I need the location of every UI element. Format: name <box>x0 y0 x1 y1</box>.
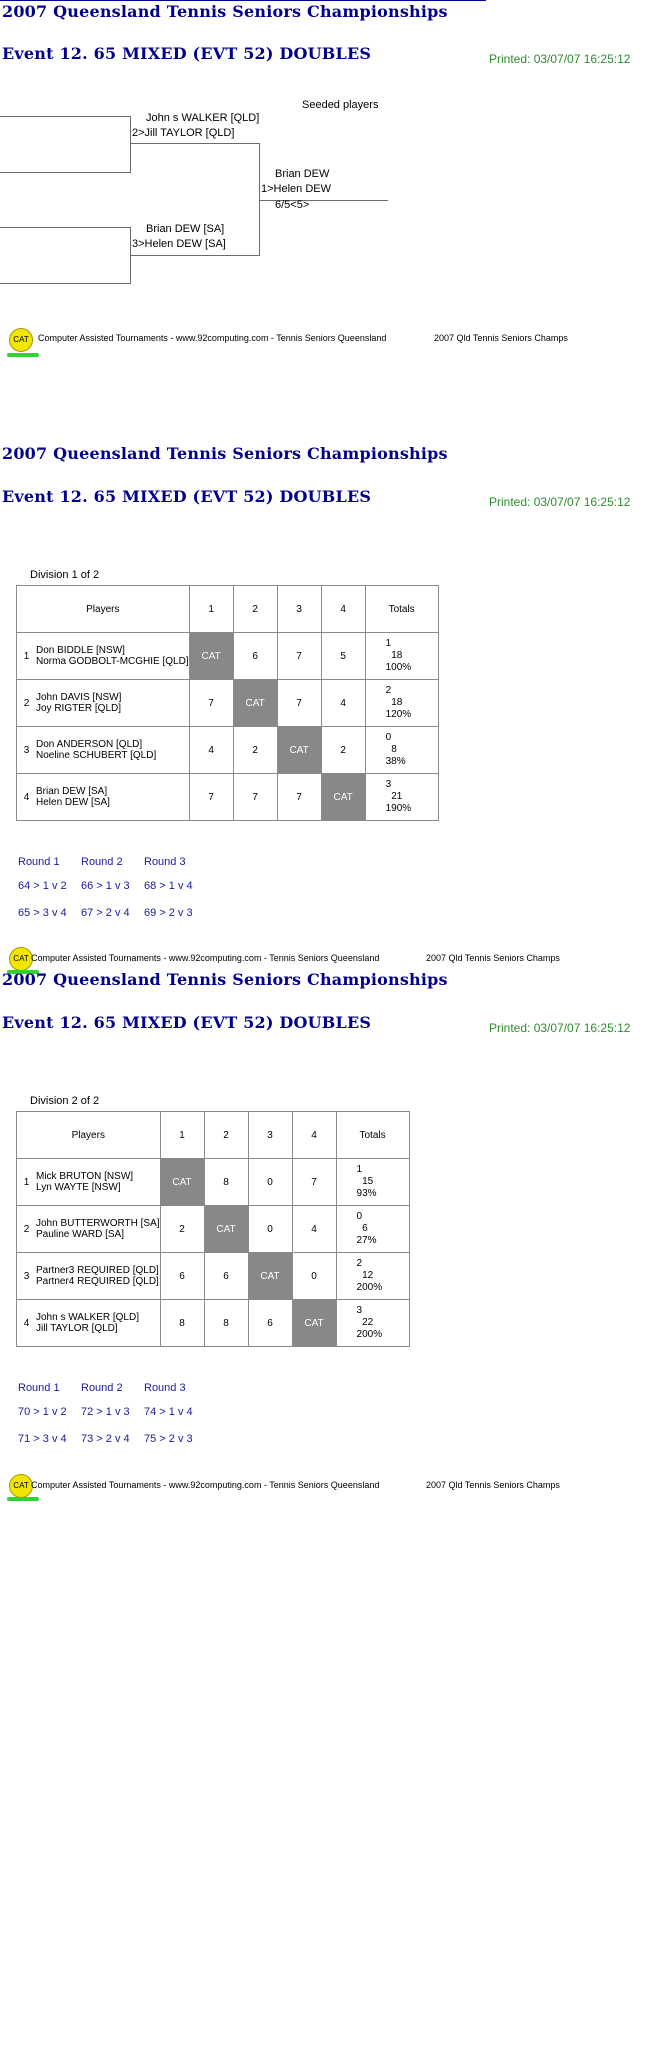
event-title: Event 12. 65 MIXED (EVT 52) DOUBLES <box>2 487 372 506</box>
bracket-line <box>130 255 260 256</box>
bottom-entry-line2: 3>Helen DEW [SA] <box>132 238 226 250</box>
cat-cell: CAT <box>160 1159 204 1206</box>
totals-cell <box>336 1300 409 1347</box>
player-cell <box>17 680 190 727</box>
top-rule <box>0 0 486 1</box>
percentage-total: 190% <box>385 803 412 814</box>
match-link[interactable]: 69 > 2 v 3 <box>144 907 193 919</box>
wins-total: 1 <box>385 638 392 649</box>
wins-total: 3 <box>385 779 392 790</box>
totals-cell <box>365 727 438 774</box>
wins-total: 2 <box>356 1258 363 1269</box>
player-name: Helen DEW [SA] <box>36 797 110 808</box>
player-cell <box>17 1300 161 1347</box>
row-number: 3 <box>23 1270 30 1282</box>
score-cell: 0 <box>292 1253 336 1300</box>
player-cell <box>17 727 190 774</box>
header-col-3: 3 <box>248 1112 292 1159</box>
player-name: Jill TAYLOR [QLD] <box>36 1323 118 1334</box>
player-name: Brian DEW [SA] <box>36 786 108 797</box>
games-total: 22 <box>362 1317 374 1328</box>
event-title: Event 12. 65 MIXED (EVT 52) DOUBLES <box>2 1013 372 1032</box>
header-col-1: 1 <box>189 586 233 633</box>
bracket-line <box>130 143 260 144</box>
percentage-total: 93% <box>356 1188 377 1199</box>
row-number: 1 <box>23 1176 30 1188</box>
cat-cell: CAT <box>233 680 277 727</box>
seeded-players-label: Seeded players <box>302 99 379 111</box>
row-number: 3 <box>23 744 30 756</box>
table-row <box>17 1206 410 1253</box>
games-total: 12 <box>362 1270 374 1281</box>
winner-score: 6/5<5> <box>275 199 310 211</box>
row-number: 4 <box>23 1317 30 1329</box>
header-col-1: 1 <box>160 1112 204 1159</box>
score-cell: 2 <box>321 727 365 774</box>
bracket-line <box>0 116 130 117</box>
player-name: Norma GODBOLT-MCGHIE [QLD] <box>36 656 189 667</box>
match-link[interactable]: 72 > 1 v 3 <box>81 1406 130 1418</box>
score-cell: 7 <box>277 774 321 821</box>
winner-line1: Brian DEW <box>275 168 330 180</box>
header-col-3: 3 <box>277 586 321 633</box>
division-1-table <box>16 585 439 821</box>
page-title: 2007 Queensland Tennis Seniors Championships <box>2 970 448 989</box>
bracket-line <box>0 172 130 173</box>
cat-underline <box>7 1497 39 1501</box>
bracket-line <box>130 116 131 173</box>
round-label: Round 2 <box>81 856 123 868</box>
wins-total: 1 <box>356 1164 363 1175</box>
table-row <box>17 1253 410 1300</box>
header-totals: Totals <box>365 586 438 633</box>
player-cell <box>17 1206 161 1253</box>
games-total: 21 <box>391 791 403 802</box>
player-name: Mick BRUTON [NSW] <box>36 1171 134 1182</box>
score-cell: 4 <box>321 680 365 727</box>
games-total: 6 <box>362 1223 368 1234</box>
player-cell <box>17 1159 161 1206</box>
player-name: Lyn WAYTE [NSW] <box>36 1182 121 1193</box>
player-name: John BUTTERWORTH [SA] <box>36 1218 160 1229</box>
header-col-2: 2 <box>233 586 277 633</box>
bracket-line <box>0 283 130 284</box>
player-name: Don BIDDLE [NSW] <box>36 645 125 656</box>
percentage-total: 200% <box>356 1282 383 1293</box>
games-total: 8 <box>391 744 397 755</box>
cat-logo-icon: CAT <box>9 1474 33 1498</box>
percentage-total: 38% <box>385 756 406 767</box>
match-link[interactable]: 70 > 1 v 2 <box>18 1406 67 1418</box>
score-cell: 7 <box>277 633 321 680</box>
score-cell: 4 <box>189 727 233 774</box>
round-label: Round 3 <box>144 1382 186 1394</box>
table-row <box>17 1300 410 1347</box>
table-row <box>17 633 439 680</box>
bracket-line <box>0 227 130 228</box>
table-row <box>17 774 439 821</box>
score-cell: 8 <box>204 1300 248 1347</box>
header-players: Players <box>17 586 190 633</box>
bottom-entry-line1: Brian DEW [SA] <box>146 223 225 235</box>
player-name: Joy RIGTER [QLD] <box>36 703 122 714</box>
score-cell: 6 <box>160 1253 204 1300</box>
header-players: Players <box>17 1112 161 1159</box>
match-link[interactable]: 67 > 2 v 4 <box>81 907 130 919</box>
match-link[interactable]: 74 > 1 v 4 <box>144 1406 193 1418</box>
totals-cell <box>365 774 438 821</box>
division-2-table <box>16 1111 410 1347</box>
score-cell: 7 <box>189 680 233 727</box>
player-cell <box>17 633 190 680</box>
page-title: 2007 Queensland Tennis Seniors Championships <box>2 2 448 21</box>
player-cell <box>17 774 190 821</box>
cat-cell: CAT <box>204 1206 248 1253</box>
percentage-total: 120% <box>385 709 412 720</box>
score-cell: 0 <box>248 1159 292 1206</box>
percentage-total: 100% <box>385 662 412 673</box>
printed-timestamp: Printed: 03/07/07 16:25:12 <box>489 1021 631 1035</box>
match-link[interactable]: 71 > 3 v 4 <box>18 1433 67 1445</box>
footer-text: Computer Assisted Tournaments - www.92computing.com - Tennis Seniors Queensland <box>31 953 380 963</box>
score-cell: 8 <box>160 1300 204 1347</box>
footer-champs: 2007 Qld Tennis Seniors Champs <box>426 1480 560 1490</box>
footer-text: Computer Assisted Tournaments - www.92computing.com - Tennis Seniors Queensland <box>31 1480 380 1490</box>
match-link[interactable]: 66 > 1 v 3 <box>81 880 130 892</box>
percentage-total: 200% <box>356 1329 383 1340</box>
percentage-total: 27% <box>356 1235 377 1246</box>
wins-total: 3 <box>356 1305 363 1316</box>
row-number: 2 <box>23 697 30 709</box>
printed-timestamp: Printed: 03/07/07 16:25:12 <box>489 52 631 66</box>
match-link[interactable]: 73 > 2 v 4 <box>81 1433 130 1445</box>
table-row <box>17 680 439 727</box>
cat-logo-icon: CAT <box>9 947 33 971</box>
games-total: 18 <box>391 650 403 661</box>
score-cell: 2 <box>160 1206 204 1253</box>
round-label: Round 2 <box>81 1382 123 1394</box>
round-label: Round 1 <box>18 856 60 868</box>
top-entry-line1: John s WALKER [QLD] <box>146 112 260 124</box>
table-row <box>17 1159 410 1206</box>
match-link[interactable]: 68 > 1 v 4 <box>144 880 193 892</box>
cat-underline <box>7 353 39 357</box>
event-title: Event 12. 65 MIXED (EVT 52) DOUBLES <box>2 44 372 63</box>
wins-total: 0 <box>356 1211 363 1222</box>
round-label: Round 1 <box>18 1382 60 1394</box>
games-total: 18 <box>391 697 403 708</box>
wins-total: 0 <box>385 732 392 743</box>
match-link[interactable]: 64 > 1 v 2 <box>18 880 67 892</box>
top-entry-line2: 2>Jill TAYLOR [QLD] <box>132 127 235 139</box>
score-cell: 7 <box>292 1159 336 1206</box>
totals-cell <box>336 1206 409 1253</box>
page-title: 2007 Queensland Tennis Seniors Championships <box>2 444 448 463</box>
score-cell: 7 <box>189 774 233 821</box>
division-label: Division 1 of 2 <box>30 569 100 581</box>
totals-cell <box>336 1253 409 1300</box>
cat-cell: CAT <box>321 774 365 821</box>
score-cell: 8 <box>204 1159 248 1206</box>
round-label: Round 3 <box>144 856 186 868</box>
cat-logo-icon: CAT <box>9 328 33 352</box>
header-col-2: 2 <box>204 1112 248 1159</box>
footer-text: Computer Assisted Tournaments - www.92computing.com - Tennis Seniors Queensland <box>38 333 387 343</box>
score-cell: 5 <box>321 633 365 680</box>
player-name: John DAVIS [NSW] <box>36 692 122 703</box>
player-cell <box>17 1253 161 1300</box>
row-number: 1 <box>23 650 30 662</box>
winner-line2: 1>Helen DEW <box>261 183 332 195</box>
table-header-row <box>17 586 439 633</box>
score-cell: 4 <box>292 1206 336 1253</box>
score-cell: 7 <box>277 680 321 727</box>
table-row <box>17 727 439 774</box>
score-cell: 6 <box>204 1253 248 1300</box>
player-name: John s WALKER [QLD] <box>36 1312 139 1323</box>
score-cell: 0 <box>248 1206 292 1253</box>
player-name: Don ANDERSON [QLD] <box>36 739 143 750</box>
table-header-row <box>17 1112 410 1159</box>
printed-timestamp: Printed: 03/07/07 16:25:12 <box>489 495 631 509</box>
footer-champs: 2007 Qld Tennis Seniors Champs <box>426 953 560 963</box>
header-totals: Totals <box>336 1112 409 1159</box>
cat-cell: CAT <box>292 1300 336 1347</box>
games-total: 15 <box>362 1176 374 1187</box>
player-name: Pauline WARD [SA] <box>36 1229 124 1240</box>
score-cell: 6 <box>248 1300 292 1347</box>
player-name: Partner3 REQUIRED [QLD] <box>36 1265 159 1276</box>
player-name: Noeline SCHUBERT [QLD] <box>36 750 157 761</box>
totals-cell <box>365 633 438 680</box>
wins-total: 2 <box>385 685 392 696</box>
totals-cell <box>336 1159 409 1206</box>
footer-champs: 2007 Qld Tennis Seniors Champs <box>434 333 568 343</box>
header-col-4: 4 <box>321 586 365 633</box>
totals-cell <box>365 680 438 727</box>
cat-cell: CAT <box>189 633 233 680</box>
player-name: Partner4 REQUIRED [QLD] <box>36 1276 159 1287</box>
cat-cell: CAT <box>248 1253 292 1300</box>
score-cell: 6 <box>233 633 277 680</box>
division-label: Division 2 of 2 <box>30 1095 100 1107</box>
row-number: 4 <box>23 791 30 803</box>
match-link[interactable]: 75 > 2 v 3 <box>144 1433 193 1445</box>
cat-cell: CAT <box>277 727 321 774</box>
row-number: 2 <box>23 1223 30 1235</box>
score-cell: 7 <box>233 774 277 821</box>
score-cell: 2 <box>233 727 277 774</box>
header-col-4: 4 <box>292 1112 336 1159</box>
match-link[interactable]: 65 > 3 v 4 <box>18 907 67 919</box>
